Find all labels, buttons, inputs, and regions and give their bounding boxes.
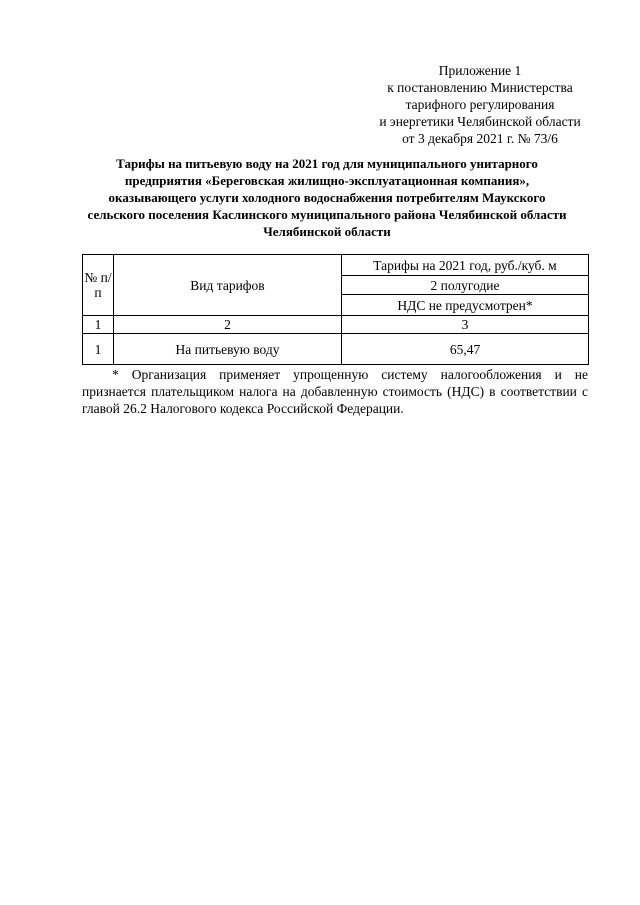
column-number-cell: 3 bbox=[342, 316, 589, 334]
column-number-cell: 2 bbox=[114, 316, 342, 334]
appendix-line: и энергетики Челябинской области bbox=[379, 114, 581, 129]
appendix-line: к постановлению Министерства bbox=[387, 80, 573, 95]
row-type-cell: На питьевую воду bbox=[114, 334, 342, 365]
table-row bbox=[83, 334, 589, 365]
header-type-cell: Вид тарифов bbox=[114, 255, 342, 316]
table-header-row bbox=[83, 255, 589, 276]
footnote: * Организация применяет упрощенную систему налогообложения и не признается плательщиком налога на добавленную стоимость (НДС) в соответствии с главой 26.2 Налогового кодекса Российской Федерации. bbox=[82, 367, 588, 416]
appendix-line: тарифного регулирования bbox=[405, 97, 555, 112]
column-number-row bbox=[83, 316, 589, 334]
title-line: Тарифы на питьевую воду на 2021 год для муниципального унитарного bbox=[116, 156, 538, 171]
appendix-line: Приложение 1 bbox=[438, 63, 522, 78]
title-line: предприятия «Береговская жилищно-эксплуатационная компания», bbox=[124, 173, 530, 188]
header-vat-cell: НДС не предусмотрен* bbox=[342, 295, 589, 316]
header-period-cell: 2 полугодие bbox=[342, 276, 589, 295]
document-title bbox=[62, 155, 592, 240]
header-num-cell: № п/п bbox=[83, 255, 114, 316]
tariff-table bbox=[82, 254, 589, 365]
header-tariff-cell: Тарифы на 2021 год, руб./куб. м bbox=[342, 255, 589, 276]
title-line: Челябинской области bbox=[263, 224, 391, 239]
title-line: сельского поселения Каслинского муниципального района Челябинской области bbox=[87, 207, 567, 222]
column-number-cell: 1 bbox=[83, 316, 114, 334]
title-line: оказывающего услуги холодного водоснабжения потребителям Маукского bbox=[108, 190, 546, 205]
appendix-block bbox=[330, 62, 630, 147]
row-value-cell: 65,47 bbox=[342, 334, 589, 365]
appendix-line: от 3 декабря 2021 г. № 73/6 bbox=[402, 131, 558, 146]
row-num-cell: 1 bbox=[83, 334, 114, 365]
